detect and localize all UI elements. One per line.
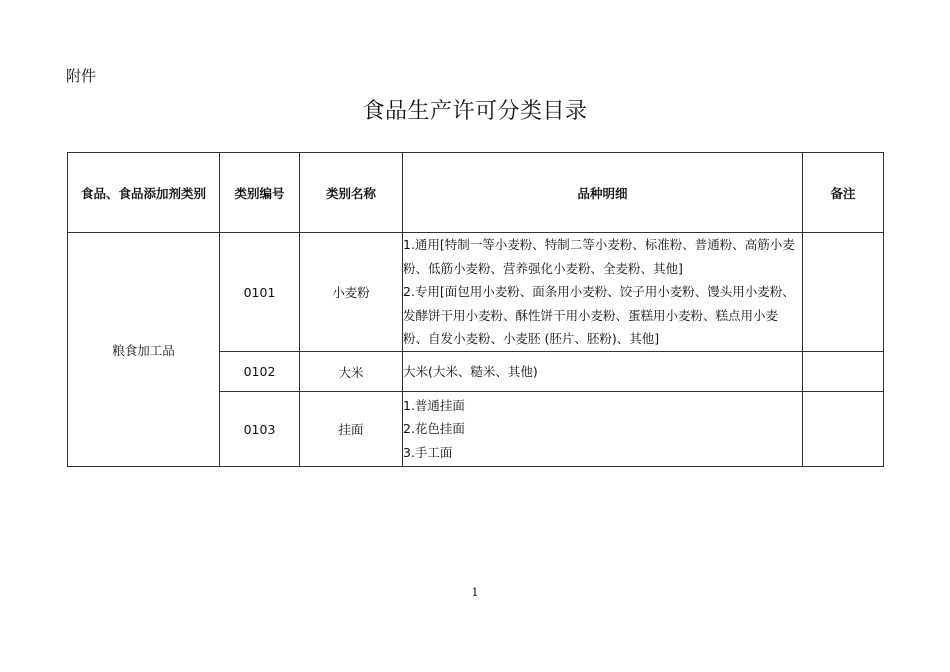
category-name-cell: 大米 <box>300 352 403 392</box>
detail-line: 2.专用[面包用小麦粉、面条用小麦粉、饺子用小麦粉、馒头用小麦粉、发酵饼干用小麦粉、酥性饼干用小麦粉、蛋糕用小麦粉、糕点用小麦粉、自发小麦粉、小麦胚 (胚片、胚粉)、其他] <box>403 284 795 347</box>
group-name-cell: 粮食加工品 <box>68 233 220 467</box>
remarks-cell <box>803 233 884 352</box>
remarks-cell <box>803 352 884 392</box>
header-remarks: 备注 <box>803 153 884 233</box>
remarks-cell <box>803 392 884 467</box>
category-name-cell: 挂面 <box>300 392 403 467</box>
page-number: 1 <box>471 586 479 599</box>
variety-details-cell <box>403 352 803 392</box>
header-category-code: 类别编号 <box>220 153 300 233</box>
category-code-cell: 0102 <box>220 352 300 392</box>
detail-line: 3.手工面 <box>403 444 453 460</box>
page-title: 食品生产许可分类目录 <box>362 99 588 124</box>
header-category-name: 类别名称 <box>300 153 403 233</box>
attachment-label: 附件 <box>66 67 97 85</box>
header-variety-details: 品种明细 <box>403 153 803 233</box>
table-header-row <box>68 153 884 233</box>
table-row <box>68 233 884 352</box>
detail-line: 大米(大米、糙米、其他) <box>403 363 538 379</box>
detail-line: 1.普通挂面 <box>403 397 465 413</box>
variety-details-cell <box>403 392 803 467</box>
category-code-cell: 0101 <box>220 233 300 352</box>
detail-line: 2.花色挂面 <box>403 421 465 437</box>
category-code-cell: 0103 <box>220 392 300 467</box>
category-name-cell: 小麦粉 <box>300 233 403 352</box>
detail-line: 1.通用[特制一等小麦粉、特制二等小麦粉、标准粉、普通粉、高筋小麦粉、低筋小麦粉、营养强化小麦粉、全麦粉、其他] <box>403 237 795 276</box>
header-food-category: 食品、食品添加剂类别 <box>68 153 220 233</box>
catalog-table <box>67 152 884 467</box>
variety-details-cell <box>403 233 803 352</box>
